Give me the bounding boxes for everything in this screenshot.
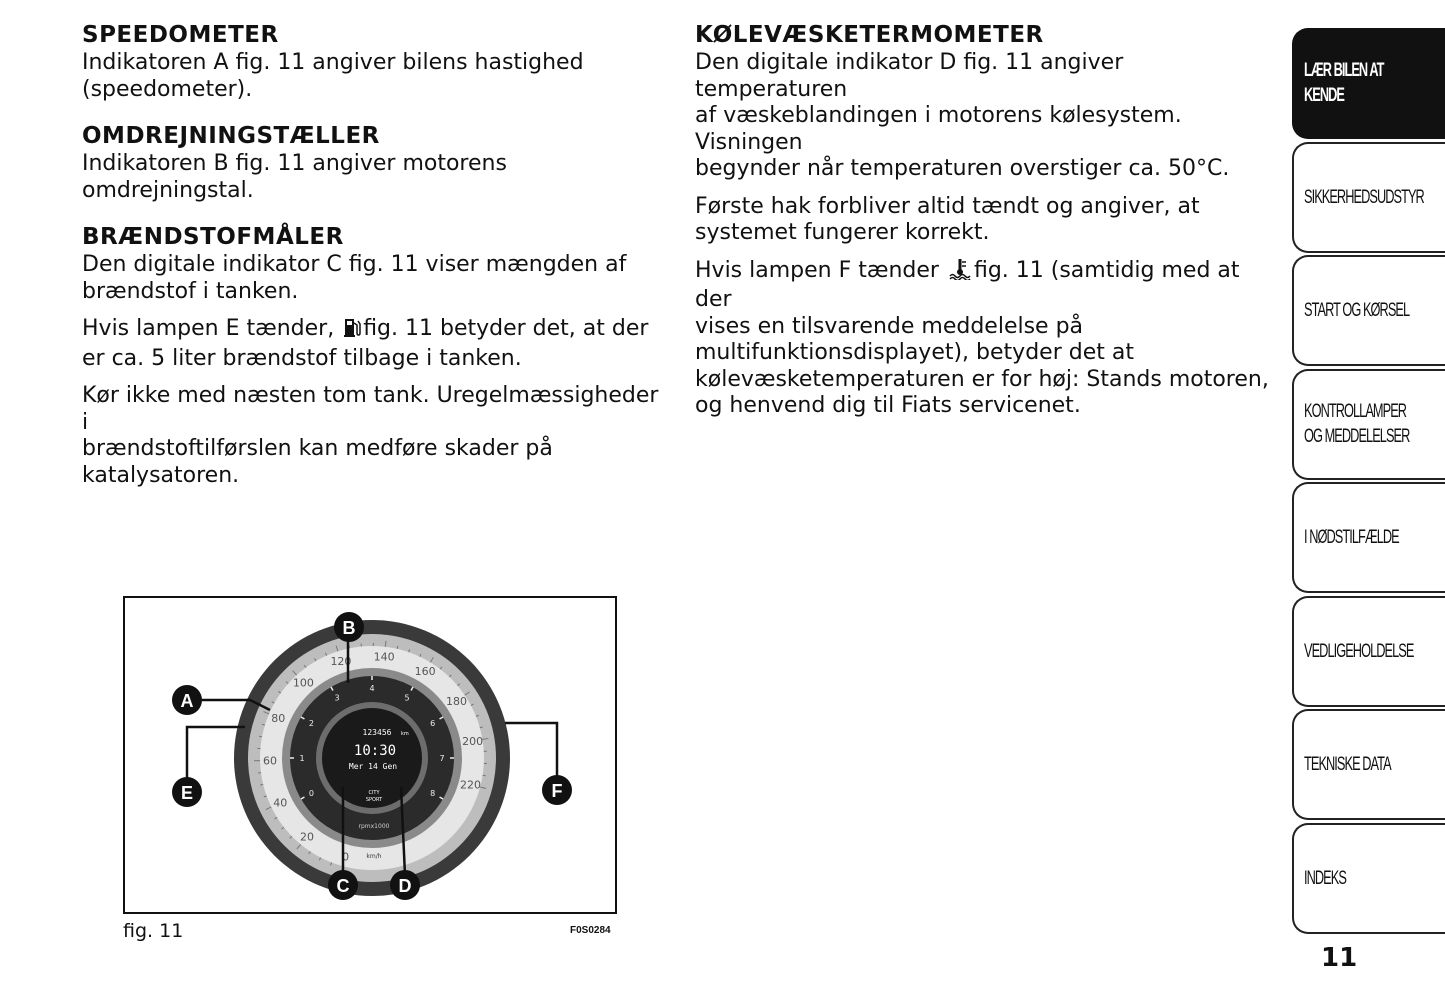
mode-city: CITY: [368, 790, 380, 796]
speed-tick-label: 200: [462, 735, 484, 749]
chapter-tab-2[interactable]: [1292, 142, 1445, 253]
figure-caption: fig. 11: [123, 920, 184, 942]
coolant-text-3: Hvis lampen F tænder fig. 11 (samtidig med at der vises en tilsvarende meddelelse på multifunktionsdisplayet), betyder det at kølevæsketemperaturen er for høj: Stands motoren, og henvend dig til Fiats servicenet.: [695, 257, 1269, 418]
rpm-tick-label: 1: [299, 754, 305, 763]
callout-e-label: E: [180, 783, 194, 803]
rpm-tick-label: 0: [308, 789, 314, 798]
chapter-tab-label: I NØDSTILFÆLDE: [1304, 527, 1399, 548]
chapter-tab-label: VEDLIGEHOLDELSE: [1304, 640, 1414, 662]
rpm-tick-label: 6: [430, 719, 436, 728]
callout-f-label: F: [551, 781, 563, 801]
odometer-readout: 123456: [362, 728, 392, 737]
callout-a-label: A: [180, 691, 194, 711]
rpm-tick-label: 5: [404, 693, 410, 703]
chapter-tab-6[interactable]: [1292, 596, 1445, 707]
rpm-unit-label: rpmx1000: [358, 823, 390, 830]
chapter-tab-label: START OG KØRSEL: [1304, 300, 1410, 321]
chapter-tab-label: TEKNISKE DATA: [1304, 754, 1391, 775]
chapter-tab-8[interactable]: [1292, 823, 1445, 934]
chapter-tabs: [1292, 28, 1445, 936]
coolant-temperature-icon: [948, 258, 972, 288]
speed-tick: [259, 736, 262, 737]
chapter-tab-label: INDEKS: [1304, 867, 1346, 889]
rpm-tick-label: 8: [430, 789, 436, 798]
chapter-tab-4[interactable]: [1292, 369, 1445, 480]
rpm-tick-label: 7: [439, 754, 445, 763]
rpm-tick-label: 3: [334, 693, 340, 703]
instrument-cluster-figure: [123, 596, 617, 914]
chapter-tab-label: KONTROLLAMPER OG MEDDELELSER: [1304, 401, 1410, 447]
speed-tick-label: 40: [273, 796, 288, 810]
figure-code: F0S0284: [570, 925, 611, 936]
speedometer-text: Indikatoren A fig. 11 angiver bilens hastighed (speedometer).: [82, 50, 584, 102]
speedometer-heading: SPEEDOMETER: [82, 22, 279, 48]
coolant-heading: KØLEVÆSKETERMOMETER: [695, 22, 1044, 48]
chapter-tab-1[interactable]: [1292, 28, 1445, 139]
fuel-gauge-text-3: Kør ikke med næsten tom tank. Uregelmæssigheder i brændstoftilførslen kan medføre skader på katalysatoren.: [82, 383, 659, 488]
leader-line-f: [505, 723, 557, 776]
speed-tick-label: 160: [414, 664, 436, 678]
speed-tick-label: 120: [330, 654, 352, 668]
mode-sport: SPORT: [365, 797, 383, 803]
clock-readout: 10:30: [353, 743, 397, 759]
chapter-tab-3[interactable]: [1292, 255, 1445, 366]
callout-d-label: D: [398, 876, 412, 896]
coolant-text-2: Første hak forbliver altid tændt og angiver, at systemet fungerer korrekt.: [695, 193, 1200, 245]
fuel-pump-icon: [343, 316, 361, 346]
fuel-gauge-text-2: Hvis lampen E tænder, fig. 11 betyder det, at der er ca. 5 liter brændstof tilbage i tanken.: [82, 316, 649, 371]
speed-tick-label: 80: [271, 711, 286, 725]
speed-tick-label: 220: [460, 778, 482, 792]
speed-tick-label: 140: [373, 650, 395, 664]
speed-tick: [397, 646, 398, 649]
tachometer-heading: OMDREJNINGSTÆLLER: [82, 123, 380, 149]
instrument-cluster-illustration: [125, 598, 615, 912]
right-column: [695, 20, 1275, 420]
left-column: [82, 20, 667, 489]
callout-c-label: C: [336, 876, 350, 896]
speed-tick: [260, 784, 263, 785]
chapter-tab-label: LÆR BILEN AT KENDE: [1304, 60, 1384, 106]
speed-tick-label: 0: [342, 850, 350, 864]
odometer-unit: km: [401, 731, 409, 737]
speed-tick-label: 60: [263, 754, 278, 768]
page-number: 11: [1321, 943, 1358, 973]
fuel-gauge-text-1: Den digitale indikator C fig. 11 viser mængden af brændstof i tanken.: [82, 252, 627, 304]
chapter-tab-5[interactable]: [1292, 482, 1445, 593]
fuel-gauge-heading: BRÆNDSTOFMÅLER: [82, 224, 344, 250]
date-readout: Mer 14 Gen: [348, 762, 398, 771]
chapter-tab-label: SIKKERHEDSUDSTYR: [1304, 186, 1424, 208]
rpm-tick-label: 2: [308, 719, 314, 728]
speed-tick-label: 100: [292, 676, 314, 690]
speed-tick-label: 20: [300, 830, 315, 844]
rpm-tick-label: 4: [369, 684, 375, 693]
speed-unit-label: km/h: [366, 853, 382, 860]
speed-tick: [385, 641, 386, 647]
callout-b-label: B: [342, 618, 356, 638]
coolant-text-1: Den digitale indikator D fig. 11 angiver temperaturen af væskeblandingen i motorens kølesystem. Visningen begynder når temperaturen overstiger ca. 50°C.: [695, 50, 1230, 181]
tachometer-text: Indikatoren B fig. 11 angiver motorens omdrejningstal.: [82, 151, 507, 203]
chapter-tab-7[interactable]: [1292, 709, 1445, 820]
speed-tick-label: 180: [445, 694, 467, 708]
